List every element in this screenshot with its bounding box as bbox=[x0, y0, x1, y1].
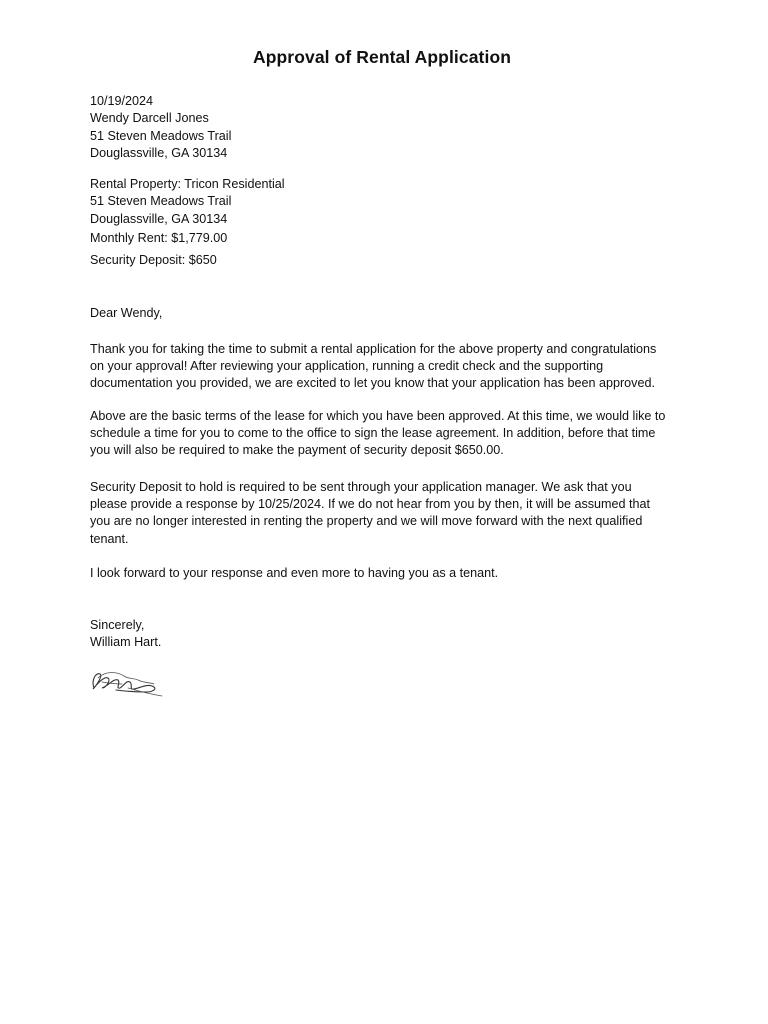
salutation bbox=[90, 305, 682, 322]
property-block bbox=[90, 176, 690, 269]
property-city: Douglassville, GA 30134 bbox=[90, 211, 228, 226]
property-name: Rental Property: Tricon Residential bbox=[90, 177, 285, 191]
paragraph-line: schedule a time for you to come to the office to sign the lease agreement. In addition, before that time bbox=[90, 426, 656, 441]
page-title: Approval of Rental Application bbox=[252, 47, 512, 67]
paragraph-lease-terms bbox=[90, 408, 682, 460]
paragraph-closing-remark bbox=[90, 565, 682, 582]
paragraph-deposit bbox=[90, 479, 682, 548]
paragraph-line: you will also be required to make the payment of security deposit $650.00. bbox=[90, 443, 504, 458]
paragraph-line: you are no longer interested in renting the property and we will move forward with the next qualified bbox=[90, 514, 643, 529]
paragraph-line: Thank you for taking the time to submit a rental application for the above property and congratulations bbox=[90, 342, 657, 356]
paragraph-line: on your approval! After reviewing your application, running a credit check and the supporting bbox=[90, 359, 604, 374]
closing-block bbox=[90, 617, 682, 651]
letter-date: 10/19/2024 bbox=[90, 94, 154, 108]
paragraph-line: documentation you provided, we are excited to let you know that your application has been approved. bbox=[90, 376, 655, 391]
signer-name: William Hart. bbox=[90, 635, 162, 650]
salutation-text: Dear Wendy, bbox=[90, 306, 163, 320]
paragraph-line: please provide a response by 10/25/2024. If we do not hear from you by then, it will be assumed that bbox=[90, 497, 651, 512]
recipient-name: Wendy Darcell Jones bbox=[90, 111, 209, 126]
paragraph-line: I look forward to your response and even more to having you as a tenant. bbox=[90, 566, 499, 580]
handwritten-signature bbox=[88, 664, 166, 698]
recipient-street: 51 Steven Meadows Trail bbox=[90, 128, 232, 143]
paragraph-line: tenant. bbox=[90, 531, 129, 546]
monthly-rent: Monthly Rent: $1,779.00 bbox=[90, 231, 228, 246]
paragraph-approval bbox=[90, 341, 682, 393]
paragraph-line: Security Deposit to hold is required to be sent through your application manager. We ask that you bbox=[90, 480, 632, 494]
property-street: 51 Steven Meadows Trail bbox=[90, 194, 232, 209]
recipient-block bbox=[90, 93, 690, 163]
closing-text: Sincerely, bbox=[90, 618, 145, 632]
paragraph-line: Above are the basic terms of the lease for which you have been approved. At this time, we would like to bbox=[90, 409, 666, 423]
security-deposit: Security Deposit: $650 bbox=[90, 252, 217, 267]
recipient-city: Douglassville, GA 30134 bbox=[90, 146, 228, 161]
